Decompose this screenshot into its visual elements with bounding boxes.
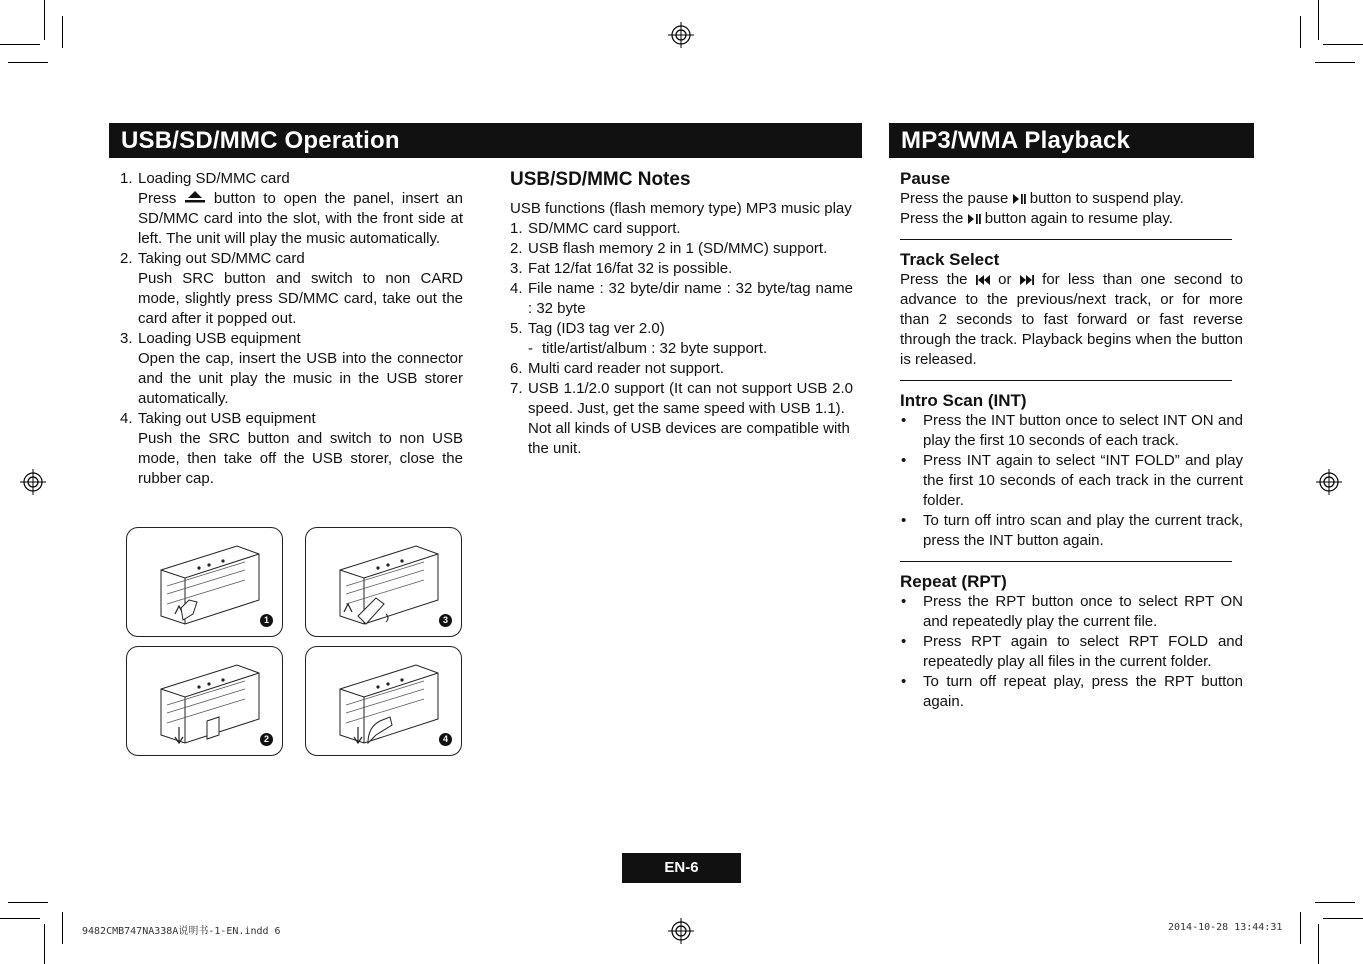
crop-mark (44, 924, 45, 964)
page-number: EN-6 (622, 853, 741, 883)
note-item (510, 259, 853, 279)
note-item (510, 239, 853, 259)
slug-timestamp: 2014-10-28 13:44:31 (1168, 922, 1283, 933)
section-title-usb-sd-mmc-operation: USB/SD/MMC Operation (109, 123, 862, 158)
crop-mark (44, 0, 45, 40)
step-text-part: button to open the panel, insert an SD/MMC card into the slot, with the front side at left. The unit will play the music automatically. (138, 190, 463, 247)
intro-scan-bullet: • To turn off intro scan and play the current track, press the INT button again. (900, 511, 1243, 551)
operation-steps (110, 169, 463, 489)
notes-intro: USB functions (flash memory type) MP3 music play (510, 200, 852, 217)
track-select-heading: Track Select (900, 250, 1000, 269)
note-number: 3. (510, 260, 523, 277)
crop-mark (1323, 44, 1363, 45)
crop-mark (8, 62, 48, 63)
crop-mark (62, 16, 63, 48)
step-badge: 4 (439, 733, 452, 746)
step-number: 2. (120, 250, 133, 267)
illustration-card-insert (126, 527, 283, 637)
track-select-part: Press the (900, 271, 968, 288)
crop-mark (8, 902, 48, 903)
step-title: Taking out USB equipment (138, 410, 316, 427)
crop-mark (1315, 902, 1355, 903)
step-text: Push SRC button and switch to non CARD mode, slightly press SD/MMC card, take out the card after it popped out. (138, 270, 463, 327)
registration-mark-icon (668, 918, 694, 944)
step-badge: 3 (439, 614, 452, 627)
illustration-usb-remove (305, 646, 462, 756)
note-item (510, 279, 853, 319)
crop-mark (1300, 16, 1301, 48)
divider (900, 561, 1232, 562)
note-text: USB flash memory 2 in 1 (SD/MMC) support. (528, 240, 828, 257)
step-badge: 1 (260, 614, 273, 627)
section-title-mp3-wma-playback: MP3/WMA Playback (889, 123, 1254, 158)
step-title: Loading SD/MMC card (138, 170, 290, 187)
divider (900, 380, 1232, 381)
play-pause-icon (968, 214, 981, 224)
crop-mark (1318, 0, 1319, 40)
intro-scan-bullet: • Press INT again to select “INT FOLD” and play the first 10 seconds of each track in the current folder. (900, 451, 1243, 511)
note-item (510, 319, 853, 339)
note-text: Fat 12/fat 16/fat 32 is possible. (528, 260, 733, 277)
registration-mark-icon (1316, 469, 1342, 495)
crop-mark (1315, 62, 1355, 63)
mp3-wma-playback-content (900, 168, 1243, 712)
crop-mark (1300, 912, 1301, 944)
note-number: 2. (510, 240, 523, 257)
step-text: Push the SRC button and switch to non USB mode, then take off the USB storer, close the rubber cap. (138, 430, 463, 487)
previous-track-icon (976, 275, 990, 285)
step-badge: 2 (260, 733, 273, 746)
pause-text: button to suspend play. (1029, 190, 1184, 207)
crop-mark (1318, 924, 1319, 964)
repeat-bullet: • Press the RPT button once to select RPT ON and repeatedly play the current file. (900, 592, 1243, 632)
slug-file: 9482CMB747NA338A说明书-1-EN.indd 6 (82, 926, 281, 937)
step-3 (110, 329, 463, 349)
pause-line-1 (900, 189, 1243, 209)
illustration-card-eject (126, 646, 283, 756)
pause-text: button again to resume play. (984, 210, 1173, 227)
note-subitem: - title/artist/album : 32 byte support. (510, 339, 853, 359)
note-number: 1. (510, 220, 523, 237)
step-1 (110, 169, 463, 189)
notes-title: USB/SD/MMC Notes (510, 169, 691, 190)
note-text: File name : 32 byte/dir name : 32 byte/tag name : 32 byte (528, 280, 853, 317)
track-select-part: for less than one second to advance to the previous/next track, or for more than 2 seconds to fast forward or fast reverse through the track. Playback begins when the button is released. (900, 271, 1244, 368)
registration-mark-icon (20, 469, 46, 495)
step-number: 1. (120, 170, 133, 187)
note-number: 7. (510, 380, 523, 397)
divider (900, 239, 1232, 240)
note-number: 6. (510, 360, 523, 377)
intro-scan-heading: Intro Scan (INT) (900, 391, 1027, 410)
note-item (510, 379, 853, 419)
intro-scan-bullet: • Press the INT button once to select INT ON and play the first 10 seconds of each track. (900, 411, 1243, 451)
repeat-heading: Repeat (RPT) (900, 572, 1007, 591)
pause-line-2 (900, 209, 1243, 229)
step-title: Loading USB equipment (138, 330, 301, 347)
crop-mark (1323, 918, 1363, 919)
note-extra: Not all kinds of USB devices are compatible with the unit. (528, 420, 850, 457)
note-text: USB 1.1/2.0 support (It can not support USB 2.0 speed. Just, get the same speed with USB 1.1). (528, 380, 853, 417)
step-number: 4. (120, 410, 133, 427)
registration-mark-icon (668, 22, 694, 48)
step-text-part: Press (138, 190, 177, 207)
play-pause-icon (1013, 194, 1026, 204)
step-number: 3. (120, 330, 133, 347)
note-text: Tag (ID3 tag ver 2.0) (528, 320, 665, 337)
note-number: 5. (510, 320, 523, 337)
next-track-icon (1020, 275, 1034, 285)
pause-text: Press the pause (900, 190, 1009, 207)
step-text (110, 189, 463, 249)
pause-text: Press the (900, 210, 964, 227)
repeat-bullet: • To turn off repeat play, press the RPT button again. (900, 672, 1243, 712)
note-item (510, 219, 853, 239)
step-title: Taking out SD/MMC card (138, 250, 305, 267)
eject-icon (184, 190, 206, 204)
note-text: Multi card reader not support. (528, 360, 724, 377)
track-select-text (900, 270, 1243, 370)
pause-heading: Pause (900, 169, 951, 188)
step-2 (110, 249, 463, 269)
note-number: 4. (510, 280, 523, 297)
note-text: SD/MMC card support. (528, 220, 681, 237)
track-select-part: or (998, 271, 1012, 288)
step-text: Open the cap, insert the USB into the connector and the unit play the music in the USB storer automatically. (138, 350, 463, 407)
usb-sd-mmc-notes (510, 170, 853, 459)
crop-mark (0, 918, 40, 919)
step-4 (110, 409, 463, 429)
crop-mark (62, 912, 63, 944)
note-item (510, 359, 853, 379)
crop-mark (0, 44, 40, 45)
illustration-usb-insert (305, 527, 462, 637)
repeat-bullet: • Press RPT again to select RPT FOLD and repeatedly play all files in the current folder. (900, 632, 1243, 672)
